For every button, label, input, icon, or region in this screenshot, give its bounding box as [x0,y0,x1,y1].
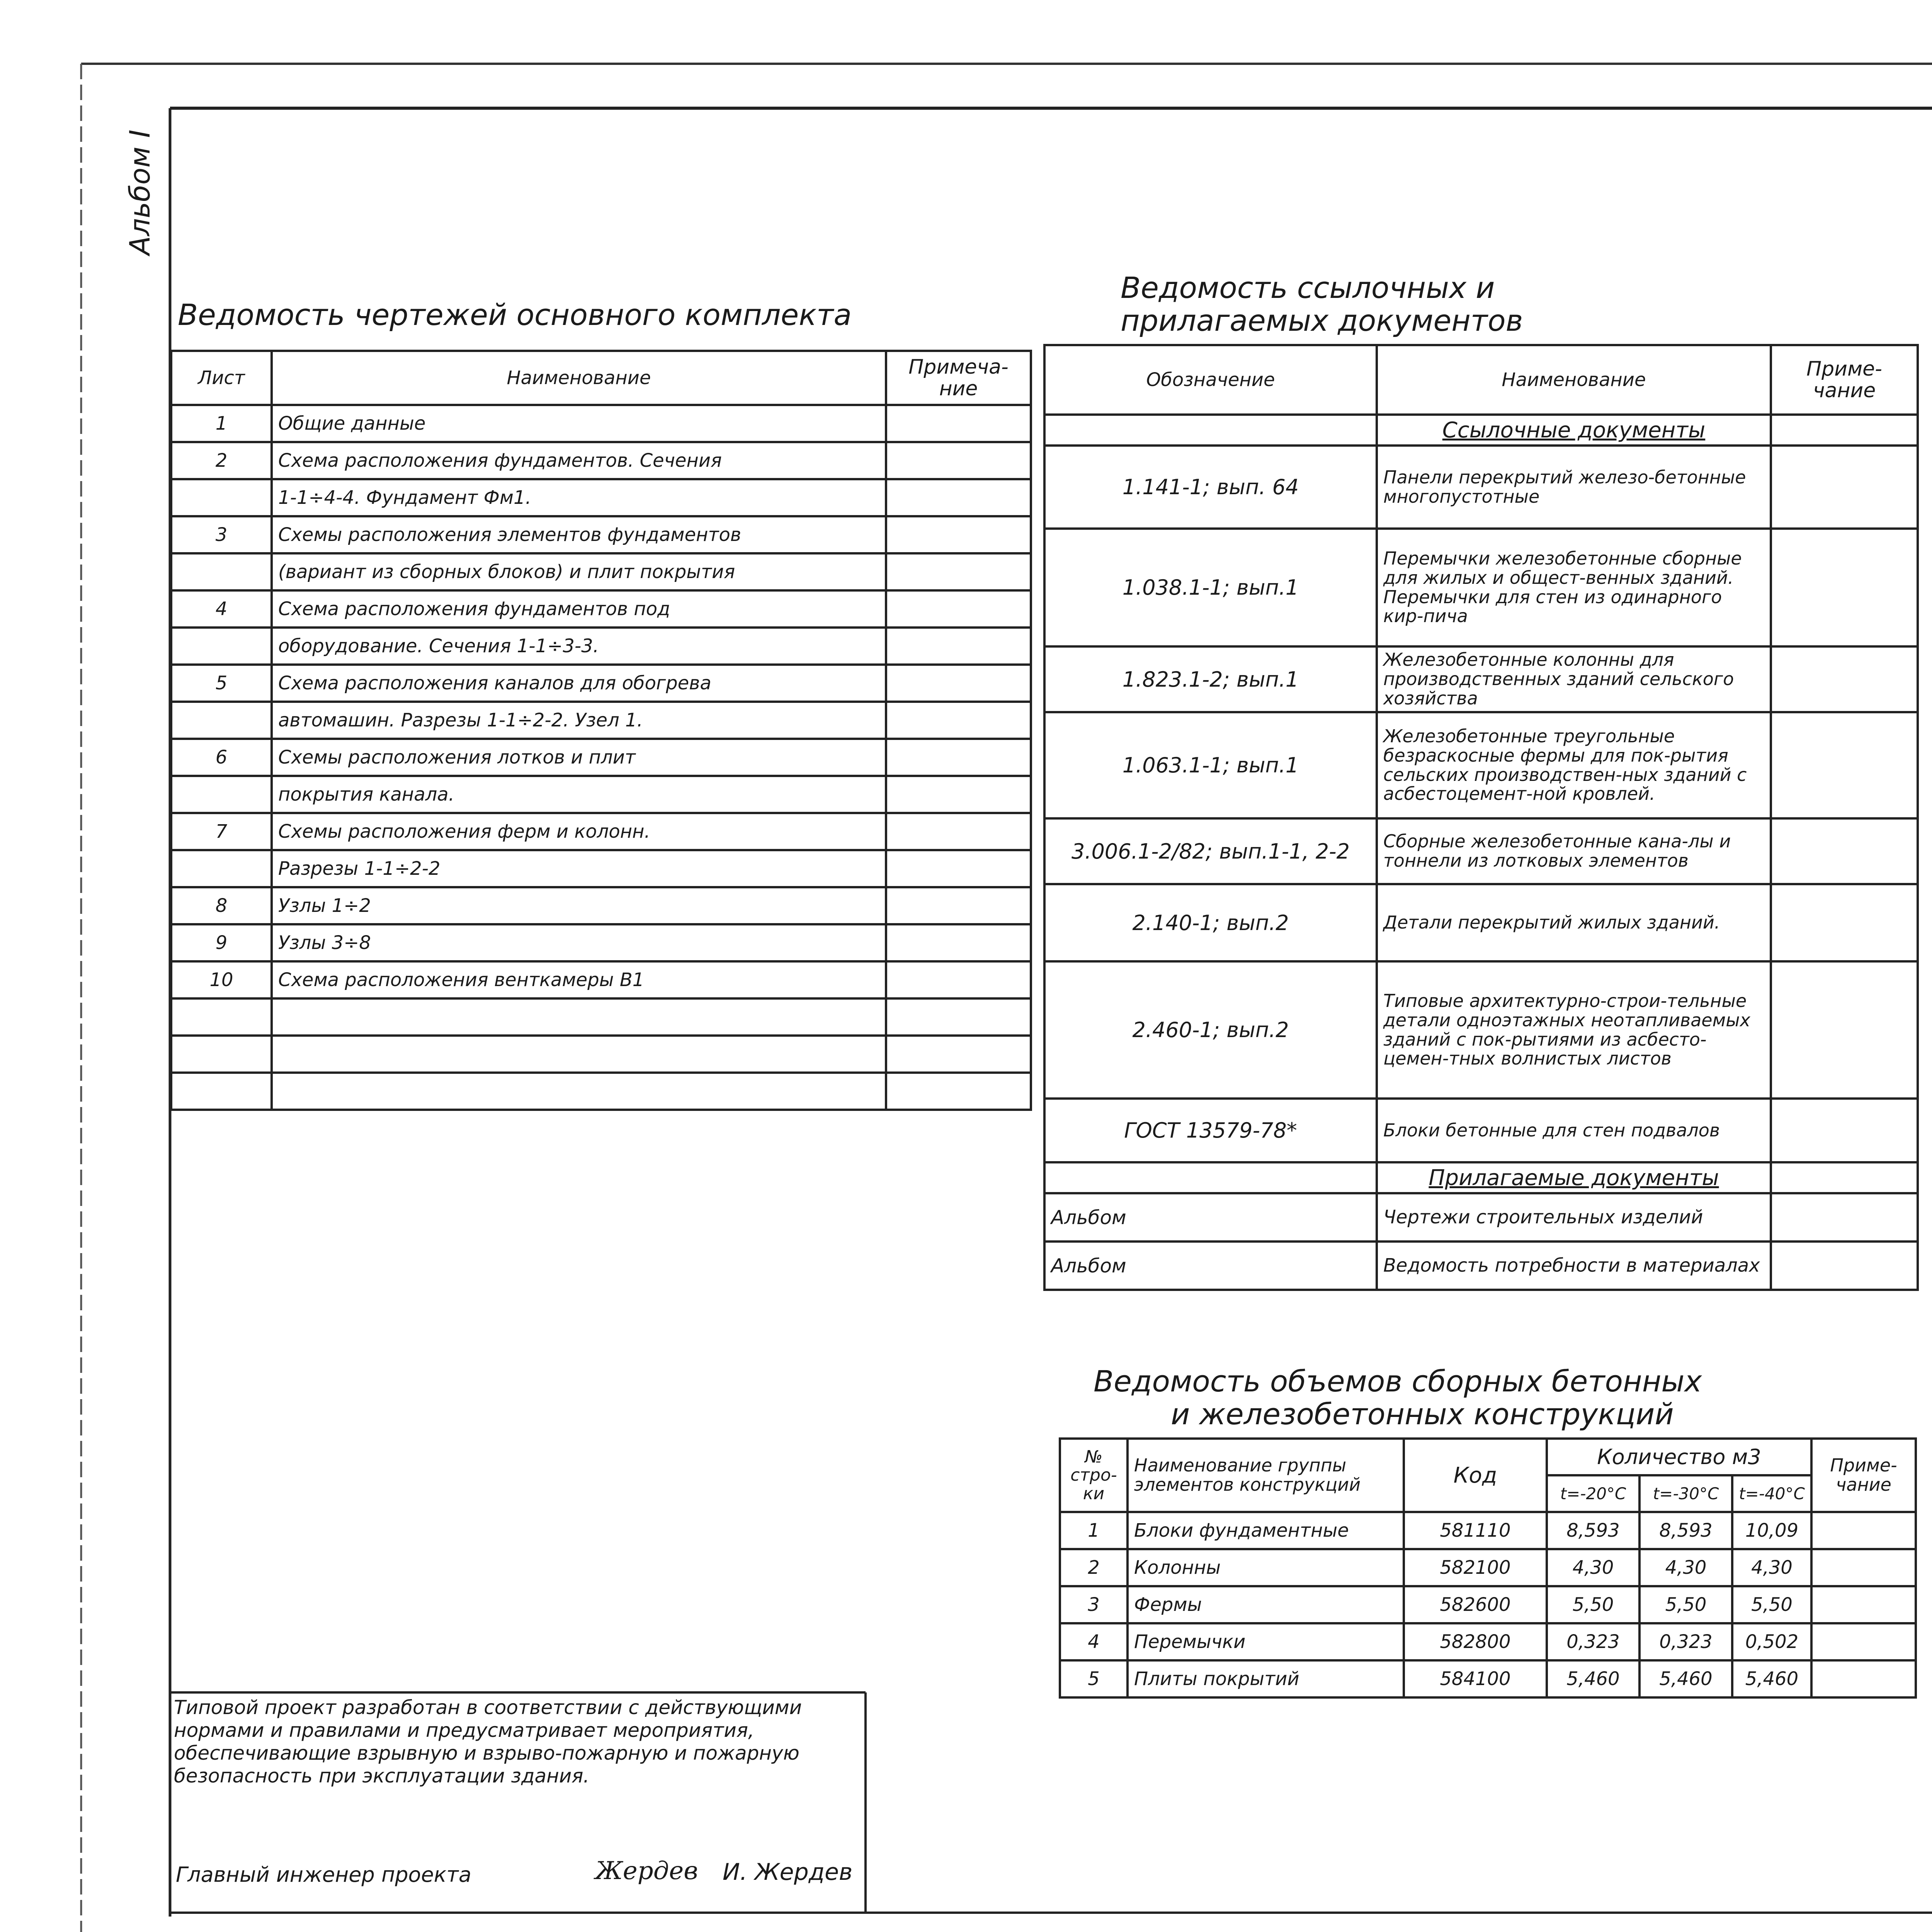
refs-row-name: Сборные железобетонные кана-лы и тоннели из лотковых элементов [1377,818,1771,884]
volumes-title-line1: Ведомость объемов сборных бетонных [1094,1364,1702,1398]
volumes-header-code: Код [1404,1439,1547,1512]
volumes-row-number: 2 [1060,1549,1128,1586]
refs-row-designation: 1.038.1-1; вып.1 [1044,529,1377,646]
volumes-row-number: 1 [1060,1512,1128,1549]
refs-row-designation: 2.460-1; вып.2 [1044,961,1377,1099]
drawings-row-name: (вариант из сборных блоков) и плит покрытия [272,553,886,590]
drawings-row-name: оборудование. Сечения 1-1÷3-3. [272,628,886,665]
drawings-row-sheet: 4 [171,590,272,628]
volumes-title-line2: и железобетонных конструкций [1171,1397,1674,1431]
drawings-row-name: Схема расположения фундаментов. Сечения [272,442,886,479]
volumes-header-t40: t=-40°С [1732,1475,1811,1512]
volumes-row-t30: 8,593 [1639,1512,1732,1549]
refs-row-name: Типовые архитектурно-строи-тельные детали одноэтажных неотапливаемых зданий с пок-рытиями из асбесто-цемен-тных волнистых листов [1377,961,1771,1099]
drawings-row-name: Схема расположения каналов для обогрева [272,665,886,702]
attached-row-designation: Альбом [1044,1242,1377,1290]
album-label: Альбом I [124,129,156,255]
attached-section-label: Прилагаемые документы [1377,1162,1771,1193]
refs-header-designation: Обозначение [1044,345,1377,415]
volumes-header-row: № стро-ки [1060,1439,1128,1512]
refs-list-title-line1: Ведомость ссылочных и [1121,270,1495,305]
drawings-row-sheet: 9 [171,924,272,961]
drawings-row-name: Схема расположения венткамеры В1 [272,961,886,998]
drawings-row-name: Схемы расположения лотков и плит [272,739,886,776]
drawings-row-sheet: 2 [171,442,272,479]
refs-row-designation: ГОСТ 13579-78* [1044,1099,1377,1162]
volumes-row-code: 581110 [1404,1512,1547,1549]
volumes-row-code: 582800 [1404,1623,1547,1660]
refs-row-designation: 1.823.1-2; вып.1 [1044,646,1377,712]
chief-engineer-name: И. Жердев [723,1859,853,1886]
volumes-row-name: Колонны [1128,1549,1404,1586]
refs-section-label: Ссылочные документы [1377,415,1771,446]
drawings-row-name: Узлы 3÷8 [272,924,886,961]
refs-header-name: Наименование [1377,345,1771,415]
drawings-row-name: покрытия канала. [272,776,886,813]
volumes-row-code: 582100 [1404,1549,1547,1586]
drawings-row-name: Общие данные [272,405,886,442]
refs-row-name: Блоки бетонные для стен подвалов [1377,1099,1771,1162]
volumes-row-code: 582600 [1404,1586,1547,1623]
drawings-header-note: Примеча-ние [886,351,1031,405]
volumes-header-t30: t=-30°С [1639,1475,1732,1512]
volumes-row-t20: 4,30 [1547,1549,1639,1586]
volumes-row-t40: 0,502 [1732,1623,1811,1660]
drawings-header-name: Наименование [272,351,886,405]
chief-engineer-label: Главный инженер проекта [176,1862,471,1887]
refs-row-designation: 2.140-1; вып.2 [1044,884,1377,961]
attached-row-name: Чертежи строительных изделий [1377,1193,1771,1242]
drawings-row-sheet: 5 [171,665,272,702]
refs-row-designation: 3.006.1-2/82; вып.1-1, 2-2 [1044,818,1377,884]
attached-row-designation: Альбом [1044,1193,1377,1242]
drawings-row-name: Узлы 1÷2 [272,887,886,924]
refs-list-title-line2: прилагаемых документов [1121,303,1523,338]
drawings-header-sheet: Лист [171,351,272,405]
volumes-row-t30: 4,30 [1639,1549,1732,1586]
volumes-row-t30: 5,50 [1639,1586,1732,1623]
attached-row-name: Ведомость потребности в материалах [1377,1242,1771,1290]
volumes-row-number: 4 [1060,1623,1128,1660]
volumes-row-code: 584100 [1404,1660,1547,1697]
drawings-row-sheet: 7 [171,813,272,850]
drawings-row-name: Разрезы 1-1÷2-2 [272,850,886,887]
refs-row-name: Панели перекрытий железо-бетонные многопустотные [1377,446,1771,529]
chief-engineer-signature: Жердев [595,1857,698,1885]
volumes-row-t40: 5,460 [1732,1660,1811,1697]
drawings-row-sheet: 6 [171,739,272,776]
refs-header-note: Приме-чание [1771,345,1918,415]
drawings-row-sheet: 10 [171,961,272,998]
drawings-row-name: автомашин. Разрезы 1-1÷2-2. Узел 1. [272,702,886,739]
volumes-row-t30: 5,460 [1639,1660,1732,1697]
volumes-header-name: Наименование группы элементов конструкций [1128,1439,1404,1512]
drawings-list-title: Ведомость чертежей основного комплекта [178,298,852,332]
volumes-row-t40: 5,50 [1732,1586,1811,1623]
volumes-header-qty: Количество м3 [1547,1439,1811,1475]
volumes-row-name: Блоки фундаментные [1128,1512,1404,1549]
drawings-row-name: Схема расположения фундаментов под [272,590,886,628]
refs-row-name: Перемычки железобетонные сборные для жилых и общест-венных зданий. Перемычки для стен из одинарного кир-пича [1377,529,1771,646]
volumes-row-t20: 5,460 [1547,1660,1639,1697]
refs-row-name: Железобетонные треугольные безраскосные фермы для пок-рытия сельских производствен-ных зданий с асбестоцемент-ной кровлей. [1377,712,1771,818]
drawings-row-name: 1-1÷4-4. Фундамент Фм1. [272,479,886,516]
drawings-row-sheet: 8 [171,887,272,924]
drawings-row-name: Схемы расположения элементов фундаментов [272,516,886,553]
volumes-row-t40: 4,30 [1732,1549,1811,1586]
refs-row-designation: 1.141-1; вып. 64 [1044,446,1377,529]
volumes-row-name: Перемычки [1128,1623,1404,1660]
volumes-row-t40: 10,09 [1732,1512,1811,1549]
volumes-row-name: Плиты покрытий [1128,1660,1404,1697]
volumes-row-number: 5 [1060,1660,1128,1697]
refs-row-designation: 1.063.1-1; вып.1 [1044,712,1377,818]
drawings-row-sheet: 1 [171,405,272,442]
volumes-header-note: Приме-чание [1811,1439,1916,1512]
volumes-row-t20: 5,50 [1547,1586,1639,1623]
volumes-row-t20: 8,593 [1547,1512,1639,1549]
volumes-row-t20: 0,323 [1547,1623,1639,1660]
drawings-row-name: Схемы расположения ферм и колонн. [272,813,886,850]
volumes-row-number: 3 [1060,1586,1128,1623]
refs-row-name: Детали перекрытий жилых зданий. [1377,884,1771,961]
volumes-row-name: Фермы [1128,1586,1404,1623]
general-note: Типовой проект разработан в соответствии с действующими нормами и правилами и предусматривает мероприятия, обеспечивающие взрывную и взрыво-пожарную и пожарную безопасность при эксплуатации здания. [174,1696,802,1787]
volumes-row-t30: 0,323 [1639,1623,1732,1660]
refs-row-name: Железобетонные колонны для производственных зданий сельского хозяйства [1377,646,1771,712]
volumes-header-t20: t=-20°С [1547,1475,1639,1512]
drawings-row-sheet: 3 [171,516,272,553]
